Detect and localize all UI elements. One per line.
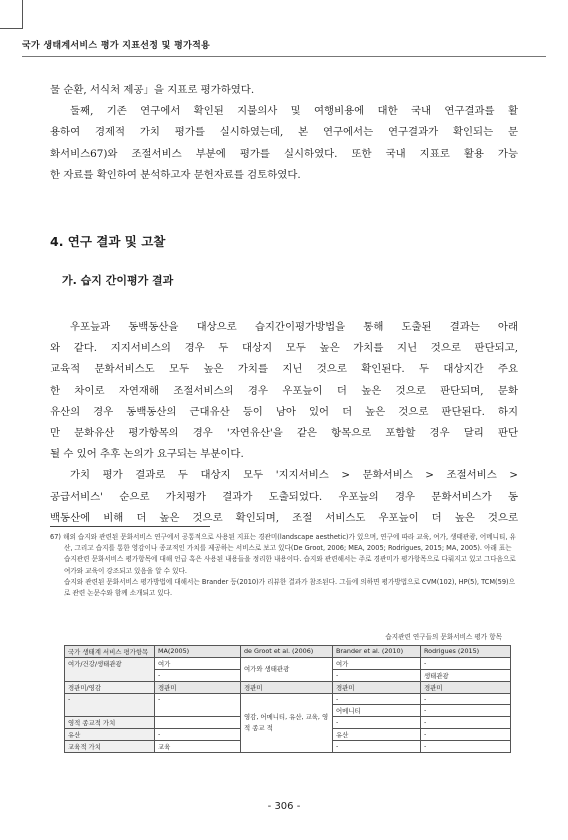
table-cell: - (421, 705, 511, 717)
row-label: 교육적 가치 (65, 741, 155, 753)
intro-text (50, 80, 518, 186)
paragraph-line: 화서비스67)와 조절서비스 부분에 평가를 실시하였다. 또한 국내 지표로 활용 가능 (50, 147, 518, 160)
column-header: 국가 생태계 서비스 평가항목 (65, 646, 155, 658)
table-cell: - (421, 694, 511, 705)
paragraph-line: 유산의 경우 동백동산의 근대유산 등이 남아 있어 더 높은 것으로 판단된다. 하지 (50, 405, 518, 418)
text-line: 물 순환, 서식처 제공」을 지표로 평가하였다. (50, 84, 255, 96)
cultural-services-table (64, 645, 511, 753)
table-cell: 유산 (333, 729, 421, 741)
section-heading: 4. 연구 결과 및 고찰 (50, 234, 166, 249)
table-cell: 어메니티 (333, 705, 421, 717)
paragraph-line: 용하여 경제적 가치 평가를 실시하였는데, 본 연구에서는 연구결과가 확인되는 문 (50, 126, 518, 139)
table-cell: 경관미 (421, 682, 511, 694)
table-cell: 영감, 어메니티, 유산, 교육, 영적 종교 적 (241, 694, 333, 753)
column-header: Rodrigues (2015) (421, 646, 511, 658)
page-number: - 306 - (267, 801, 301, 812)
footnote-text-continued: 습지와 관련된 문화서비스 평가방법에 대해서는 Brander 등(2010)가 리뷰한 결과가 참조된다. 그들에 의하면 평가방법으로 CVM(102), HP(5), TCM(59)으로 관련 논문수와 함께 소개되고 있다. (64, 577, 515, 598)
row-label: - (65, 694, 155, 717)
paragraph-line: 와 같다. 지지서비스의 경우 두 대상지 모두 높은 가치를 지닌 것으로 판단되고, (50, 342, 518, 355)
row-label: 경관미/영감 (65, 682, 155, 694)
paragraph-line: 공급서비스' 순으로 가치평가 결과가 도출되었다. 우포늪의 경우 문화서비스가 동 (50, 490, 518, 503)
table-cell: - (421, 717, 511, 729)
running-header: 국가 생태계서비스 평가 지표선정 및 평가적용 (22, 41, 211, 51)
footnote (50, 532, 520, 599)
table-row (65, 682, 511, 694)
table-row (65, 694, 511, 705)
paragraph (50, 80, 518, 101)
table-cell: 여가 (155, 658, 241, 670)
paragraph-line: 가치 평가 결과로 두 대상지 모두 '지지서비스 > 문화서비스 > 조절서비스 > (70, 469, 518, 482)
table-cell: - (333, 741, 421, 753)
table-cell: - (421, 729, 511, 741)
row-label: 영적 종교적 가치 (65, 717, 155, 729)
table-caption: 습지관련 연구들의 문화서비스 평가 항목 (385, 633, 502, 641)
table-cell: - (333, 694, 421, 705)
table-cell: - (155, 670, 241, 682)
table-cell: 교육 (155, 741, 241, 753)
table-cell (155, 717, 241, 729)
table-cell: 경관미 (241, 682, 333, 694)
table-cell: - (333, 717, 421, 729)
column-header: MA(2005) (155, 646, 241, 658)
table-cell: 경관미 (333, 682, 421, 694)
paragraph-line: 만 문화유산 평가항목의 경우 '자연유산'을 같은 항목으로 포함할 경우 달리 판단 (50, 427, 518, 440)
text-line: 둘째, 기존 연구에서 확인된 지불의사 및 여행비용에 대한 국내 연구결과를 활 (70, 105, 518, 118)
table-cell: 여가와 생태관광 (241, 658, 333, 682)
footnote-number: 67) (50, 533, 61, 541)
paragraph-line: 한 차이로 자연재해 조절서비스의 경우 우포늪이 더 높은 것으로 판단되며, 문화 (50, 384, 518, 397)
row-label: 유산 (65, 729, 155, 741)
table-cell: 경관미 (155, 682, 241, 694)
footnote-text: 67) 해외 습지와 관련된 문화서비스 연구에서 공통적으로 사용된 지표는 경관미(landscape aesthetic)가 있으며, 연구에 따라 교육, 여가, 생태관광, 어메니티, 유산, 그리고 습지를 통한 영감이나 종교적인 가치를 제공하는 서비스로 보고 있다(De Groot, 2006; MEA, 2005; Rodrigues, 2015; MA, 2005). 아래 표는 습지관련 문화서비스 평가항목에 대해 언급 혹은 사용된 내용들을 정리한 내용이다. 습지와 관련해서는 주로 경관미가 평가항목으로 다뤄지고 있고 그다음으로 여가와 교육이 강조되고 있음을 알 수 있다. (50, 533, 516, 575)
table-cell: - (155, 694, 241, 717)
results-text (50, 317, 518, 529)
table-cell: 생태관광 (421, 670, 511, 682)
table-cell: - (421, 658, 511, 670)
column-header: Brander et al. (2010) (333, 646, 421, 658)
header-divider (22, 56, 546, 57)
table-cell: - (421, 741, 511, 753)
subsection-heading: 가. 습지 간이평가 결과 (62, 274, 174, 287)
crop-mark (0, 0, 23, 29)
paragraph-line: 우포늪과 동백동산을 대상으로 습지간이평가방법을 통해 도출된 결과는 아래 (70, 321, 518, 333)
table-row (65, 658, 511, 670)
paragraph-line: 될 수 있어 추후 논의가 요구되는 부분이다. (50, 448, 244, 461)
table-cell: 여가 (333, 658, 421, 670)
paragraph-line: 한 자료를 확인하여 분석하고자 문헌자료를 검토하였다. (50, 168, 301, 181)
table-header-row (65, 646, 511, 658)
table-cell: - (155, 729, 241, 741)
paragraph (50, 101, 518, 122)
table-cell: - (333, 670, 421, 682)
footnote-divider (50, 526, 210, 527)
paragraph-line: 교육적 문화서비스도 모두 높은 가치를 지닌 것으로 확인된다. 두 대상지간 주요 (50, 363, 518, 376)
column-header: de Groot et al. (2006) (241, 646, 333, 658)
row-label: 여가/건강/생태관광 (65, 658, 155, 682)
paragraph-line: 백동산에 비해 더 높은 것으로 확인되며, 조절 서비스도 우포늪이 더 높은 것으로 (50, 511, 518, 524)
